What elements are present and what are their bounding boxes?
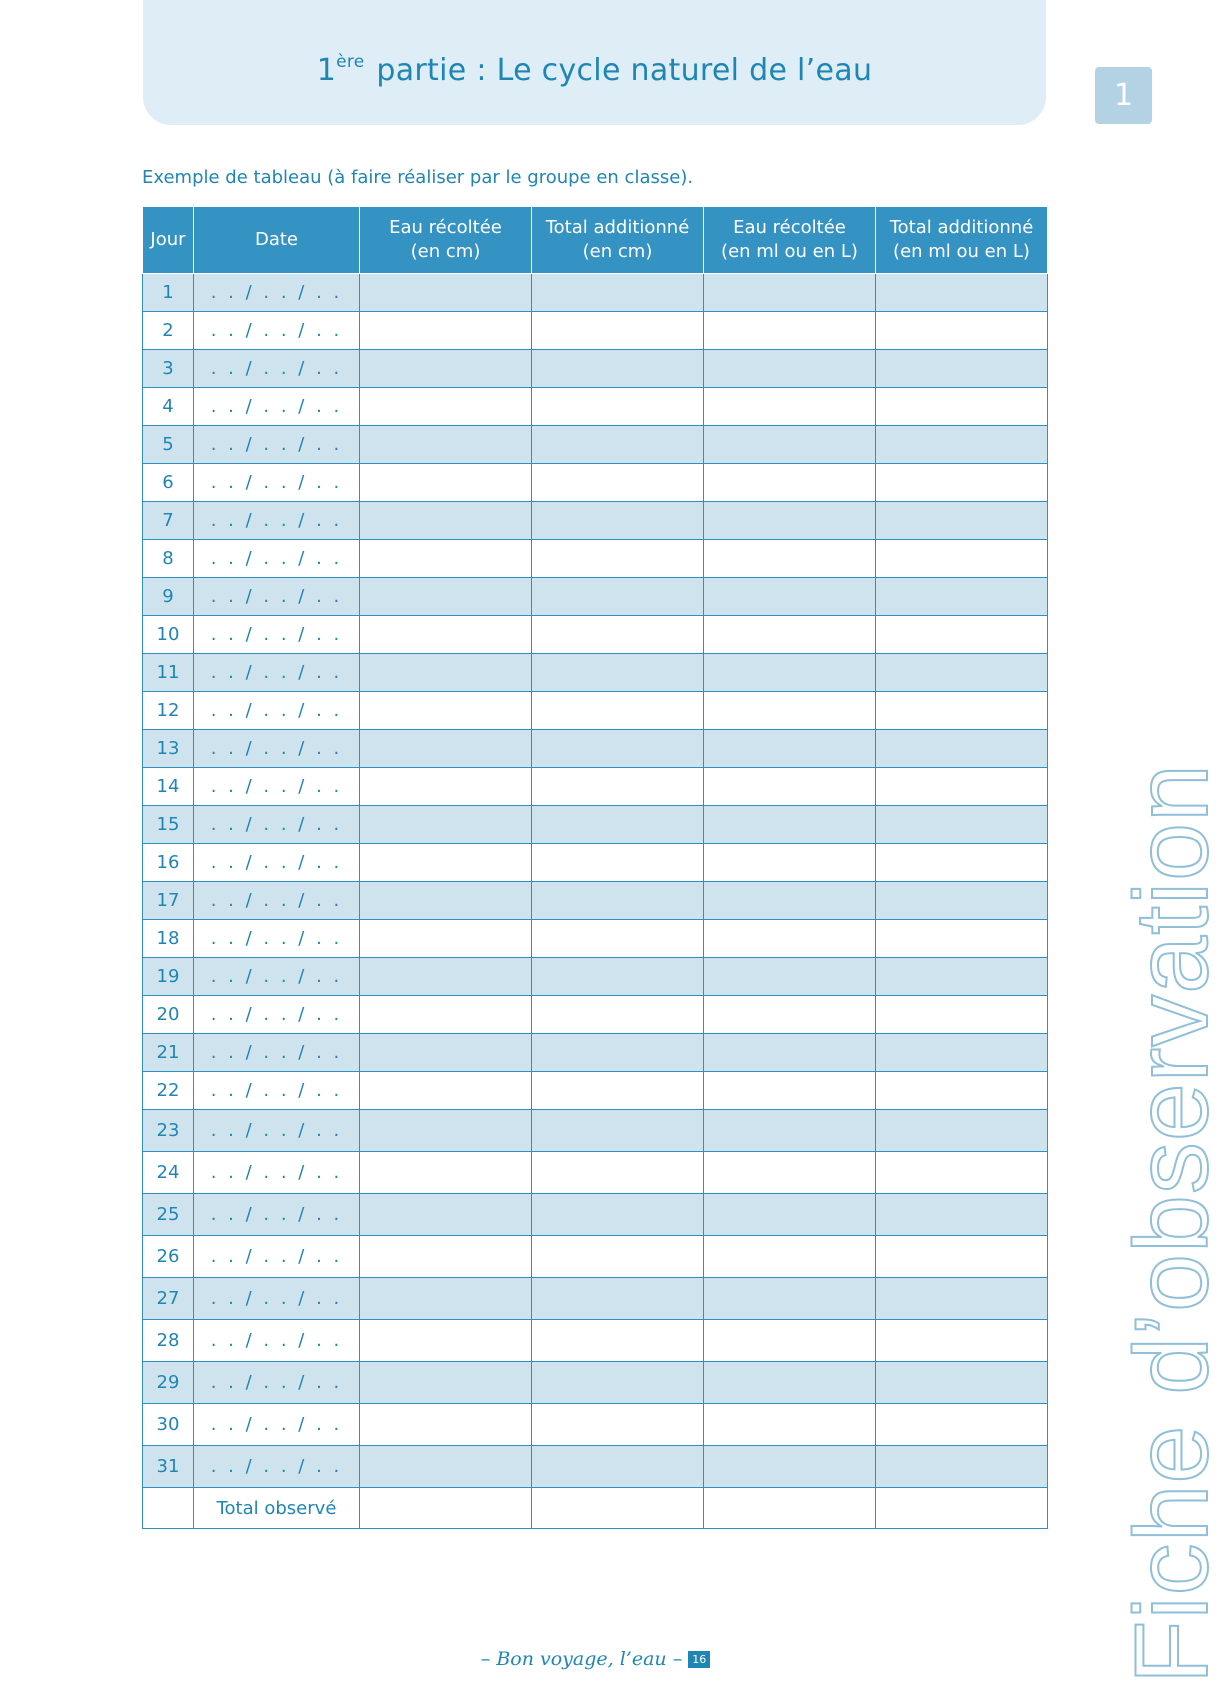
date-cell: . . / . . / . . — [194, 1072, 360, 1110]
measure-cell — [876, 882, 1048, 920]
measure-cell — [360, 274, 532, 312]
measure-cell — [360, 502, 532, 540]
day-cell: 24 — [143, 1152, 194, 1194]
table-row — [143, 426, 1048, 464]
measure-cell — [532, 350, 704, 388]
date-cell: . . / . . / . . — [194, 806, 360, 844]
day-cell: 12 — [143, 692, 194, 730]
table-header-row — [143, 207, 1048, 274]
date-cell: . . / . . / . . — [194, 540, 360, 578]
date-cell: . . / . . / . . — [194, 1446, 360, 1488]
measure-cell — [532, 882, 704, 920]
table-row — [143, 312, 1048, 350]
measure-cell — [876, 730, 1048, 768]
measure-cell — [704, 464, 876, 502]
measure-cell — [876, 1034, 1048, 1072]
title-prefix: 1 — [316, 53, 337, 88]
total-cell — [360, 1488, 532, 1529]
measure-cell — [360, 844, 532, 882]
measure-cell — [532, 1320, 704, 1362]
table-row — [143, 692, 1048, 730]
measure-cell — [532, 616, 704, 654]
measure-cell — [532, 1236, 704, 1278]
measure-cell — [360, 1278, 532, 1320]
table-row — [143, 350, 1048, 388]
date-cell: . . / . . / . . — [194, 350, 360, 388]
side-title: Fiche d’observation — [1114, 763, 1230, 1684]
measure-cell — [876, 996, 1048, 1034]
measure-cell — [532, 312, 704, 350]
total-cell — [704, 1488, 876, 1529]
measure-cell — [704, 730, 876, 768]
measure-cell — [532, 844, 704, 882]
measure-cell — [876, 540, 1048, 578]
measure-cell — [876, 692, 1048, 730]
measure-cell — [704, 274, 876, 312]
date-cell: . . / . . / . . — [194, 1194, 360, 1236]
table-row — [143, 920, 1048, 958]
measure-cell — [532, 806, 704, 844]
table-row — [143, 958, 1048, 996]
measure-cell — [876, 274, 1048, 312]
table-row — [143, 1194, 1048, 1236]
table-row — [143, 882, 1048, 920]
measure-cell — [532, 996, 704, 1034]
day-cell: 1 — [143, 274, 194, 312]
day-cell: 11 — [143, 654, 194, 692]
table-row — [143, 1278, 1048, 1320]
title-text: partie : Le cycle naturel de l’eau — [376, 53, 873, 88]
date-cell: . . / . . / . . — [194, 312, 360, 350]
measure-cell — [704, 996, 876, 1034]
day-cell: 6 — [143, 464, 194, 502]
column-header-jour: Jour — [143, 207, 194, 274]
measure-cell — [532, 1446, 704, 1488]
measure-cell — [704, 1034, 876, 1072]
measure-cell — [704, 1362, 876, 1404]
measure-cell — [704, 312, 876, 350]
measure-cell — [876, 502, 1048, 540]
measure-cell — [704, 1278, 876, 1320]
date-cell: . . / . . / . . — [194, 654, 360, 692]
measure-cell — [360, 768, 532, 806]
measure-cell — [360, 920, 532, 958]
date-cell: . . / . . / . . — [194, 578, 360, 616]
measure-cell — [532, 502, 704, 540]
date-cell: . . / . . / . . — [194, 996, 360, 1034]
measure-cell — [704, 1152, 876, 1194]
measure-cell — [704, 540, 876, 578]
measure-cell — [876, 1152, 1048, 1194]
measure-cell — [876, 464, 1048, 502]
measure-cell — [532, 920, 704, 958]
measure-cell — [532, 426, 704, 464]
measure-cell — [532, 464, 704, 502]
measure-cell — [360, 1072, 532, 1110]
measure-cell — [704, 768, 876, 806]
measure-cell — [360, 540, 532, 578]
day-cell: 7 — [143, 502, 194, 540]
column-header-total-cm: Total additionné (en cm) — [532, 207, 704, 274]
measure-cell — [532, 578, 704, 616]
column-header-eau-cm: Eau récoltée (en cm) — [360, 207, 532, 274]
table-row — [143, 1362, 1048, 1404]
date-cell: . . / . . / . . — [194, 730, 360, 768]
table-row — [143, 464, 1048, 502]
day-cell: 2 — [143, 312, 194, 350]
measure-cell — [876, 768, 1048, 806]
total-label: Total observé — [194, 1488, 360, 1529]
day-cell: 5 — [143, 426, 194, 464]
measure-cell — [532, 1362, 704, 1404]
observation-table — [142, 206, 1048, 1529]
measure-cell — [360, 1446, 532, 1488]
measure-cell — [360, 958, 532, 996]
date-cell: . . / . . / . . — [194, 388, 360, 426]
measure-cell — [704, 426, 876, 464]
measure-cell — [360, 312, 532, 350]
day-cell: 14 — [143, 768, 194, 806]
date-cell: . . / . . / . . — [194, 1320, 360, 1362]
measure-cell — [876, 1362, 1048, 1404]
day-cell: 30 — [143, 1404, 194, 1446]
measure-cell — [532, 1278, 704, 1320]
day-cell: 18 — [143, 920, 194, 958]
measure-cell — [360, 426, 532, 464]
measure-cell — [532, 1194, 704, 1236]
day-cell: 20 — [143, 996, 194, 1034]
measure-cell — [532, 1110, 704, 1152]
measure-cell — [360, 616, 532, 654]
day-cell: 22 — [143, 1072, 194, 1110]
measure-cell — [876, 958, 1048, 996]
day-cell: 16 — [143, 844, 194, 882]
measure-cell — [876, 1278, 1048, 1320]
table-row — [143, 730, 1048, 768]
total-cell — [876, 1488, 1048, 1529]
measure-cell — [360, 806, 532, 844]
day-cell: 23 — [143, 1110, 194, 1152]
table-row — [143, 388, 1048, 426]
table-row — [143, 1404, 1048, 1446]
measure-cell — [704, 882, 876, 920]
table-row — [143, 502, 1048, 540]
table-body — [143, 274, 1048, 1529]
measure-cell — [360, 882, 532, 920]
measure-cell — [360, 1236, 532, 1278]
measure-cell — [360, 1110, 532, 1152]
measure-cell — [532, 388, 704, 426]
table-row — [143, 540, 1048, 578]
measure-cell — [532, 1152, 704, 1194]
day-cell: 31 — [143, 1446, 194, 1488]
date-cell: . . / . . / . . — [194, 844, 360, 882]
measure-cell — [532, 730, 704, 768]
measure-cell — [532, 1034, 704, 1072]
table-row — [143, 996, 1048, 1034]
table-row — [143, 844, 1048, 882]
table-row — [143, 1320, 1048, 1362]
measure-cell — [704, 616, 876, 654]
measure-cell — [876, 1194, 1048, 1236]
measure-cell — [704, 350, 876, 388]
measure-cell — [876, 654, 1048, 692]
day-cell: 15 — [143, 806, 194, 844]
day-cell: 4 — [143, 388, 194, 426]
measure-cell — [876, 616, 1048, 654]
measure-cell — [532, 274, 704, 312]
table-row — [143, 578, 1048, 616]
measure-cell — [704, 1236, 876, 1278]
measure-cell — [360, 654, 532, 692]
total-cell — [143, 1488, 194, 1529]
date-cell: . . / . . / . . — [194, 1152, 360, 1194]
measure-cell — [360, 464, 532, 502]
column-header-total-ml: Total additionné (en ml ou en L) — [876, 207, 1048, 274]
date-cell: . . / . . / . . — [194, 1404, 360, 1446]
measure-cell — [360, 1362, 532, 1404]
measure-cell — [704, 692, 876, 730]
measure-cell — [876, 844, 1048, 882]
measure-cell — [360, 692, 532, 730]
measure-cell — [876, 920, 1048, 958]
measure-cell — [532, 692, 704, 730]
date-cell: . . / . . / . . — [194, 882, 360, 920]
measure-cell — [876, 1404, 1048, 1446]
column-header-date: Date — [194, 207, 360, 274]
measure-cell — [532, 540, 704, 578]
measure-cell — [876, 426, 1048, 464]
measure-cell — [704, 958, 876, 996]
measure-cell — [532, 768, 704, 806]
column-header-eau-ml: Eau récoltée (en ml ou en L) — [704, 207, 876, 274]
date-cell: . . / . . / . . — [194, 1110, 360, 1152]
day-cell: 26 — [143, 1236, 194, 1278]
day-cell: 19 — [143, 958, 194, 996]
measure-cell — [360, 350, 532, 388]
table-row — [143, 1034, 1048, 1072]
day-cell: 25 — [143, 1194, 194, 1236]
table-row — [143, 768, 1048, 806]
table-row — [143, 1072, 1048, 1110]
date-cell: . . / . . / . . — [194, 920, 360, 958]
day-cell: 10 — [143, 616, 194, 654]
day-cell: 29 — [143, 1362, 194, 1404]
measure-cell — [704, 502, 876, 540]
date-cell: . . / . . / . . — [194, 1278, 360, 1320]
day-cell: 21 — [143, 1034, 194, 1072]
date-cell: . . / . . / . . — [194, 1362, 360, 1404]
day-cell: 27 — [143, 1278, 194, 1320]
measure-cell — [704, 1072, 876, 1110]
total-row — [143, 1488, 1048, 1529]
measure-cell — [532, 958, 704, 996]
measure-cell — [704, 806, 876, 844]
measure-cell — [532, 1072, 704, 1110]
title-superscript: ère — [336, 52, 365, 72]
page-title — [143, 52, 1046, 88]
measure-cell — [704, 654, 876, 692]
measure-cell — [360, 1320, 532, 1362]
day-cell: 9 — [143, 578, 194, 616]
table-row — [143, 1110, 1048, 1152]
chapter-tab: 1 — [1095, 67, 1152, 124]
table-row — [143, 806, 1048, 844]
table-row — [143, 1236, 1048, 1278]
date-cell: . . / . . / . . — [194, 274, 360, 312]
date-cell: . . / . . / . . — [194, 426, 360, 464]
day-cell: 13 — [143, 730, 194, 768]
measure-cell — [360, 996, 532, 1034]
day-cell: 17 — [143, 882, 194, 920]
measure-cell — [532, 1404, 704, 1446]
measure-cell — [876, 578, 1048, 616]
measure-cell — [360, 578, 532, 616]
measure-cell — [360, 1404, 532, 1446]
intro-text: Exemple de tableau (à faire réaliser par le groupe en classe). — [142, 167, 694, 188]
measure-cell — [532, 654, 704, 692]
total-cell — [532, 1488, 704, 1529]
measure-cell — [876, 806, 1048, 844]
measure-cell — [360, 1194, 532, 1236]
table-row — [143, 274, 1048, 312]
date-cell: . . / . . / . . — [194, 1034, 360, 1072]
measure-cell — [704, 1404, 876, 1446]
measure-cell — [876, 350, 1048, 388]
measure-cell — [704, 578, 876, 616]
measure-cell — [360, 730, 532, 768]
footer — [0, 1648, 1191, 1670]
table-row — [143, 616, 1048, 654]
table-row — [143, 1152, 1048, 1194]
measure-cell — [704, 388, 876, 426]
day-cell: 8 — [143, 540, 194, 578]
measure-cell — [704, 1110, 876, 1152]
measure-cell — [876, 1110, 1048, 1152]
measure-cell — [704, 1194, 876, 1236]
page-number: 16 — [688, 1651, 710, 1668]
measure-cell — [360, 388, 532, 426]
measure-cell — [876, 1446, 1048, 1488]
measure-cell — [360, 1152, 532, 1194]
measure-cell — [876, 1320, 1048, 1362]
table-row — [143, 654, 1048, 692]
date-cell: . . / . . / . . — [194, 958, 360, 996]
measure-cell — [876, 388, 1048, 426]
measure-cell — [360, 1034, 532, 1072]
date-cell: . . / . . / . . — [194, 1236, 360, 1278]
date-cell: . . / . . / . . — [194, 768, 360, 806]
date-cell: . . / . . / . . — [194, 692, 360, 730]
measure-cell — [876, 1072, 1048, 1110]
date-cell: . . / . . / . . — [194, 502, 360, 540]
measure-cell — [704, 1446, 876, 1488]
measure-cell — [876, 1236, 1048, 1278]
day-cell: 3 — [143, 350, 194, 388]
date-cell: . . / . . / . . — [194, 464, 360, 502]
day-cell: 28 — [143, 1320, 194, 1362]
measure-cell — [704, 1320, 876, 1362]
measure-cell — [704, 920, 876, 958]
measure-cell — [876, 312, 1048, 350]
table-row — [143, 1446, 1048, 1488]
date-cell: . . / . . / . . — [194, 616, 360, 654]
measure-cell — [704, 844, 876, 882]
footer-text: – Bon voyage, l’eau – — [480, 1648, 683, 1670]
